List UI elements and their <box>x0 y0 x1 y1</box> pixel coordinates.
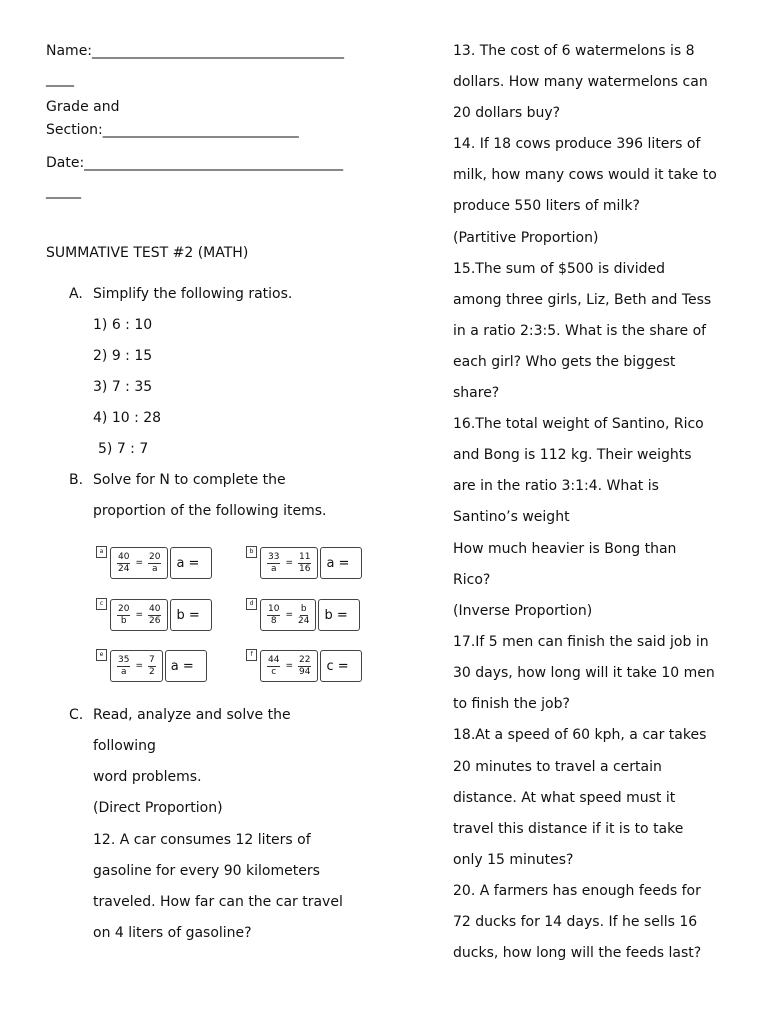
problem-line: Rico? <box>453 572 491 588</box>
page-title: SUMMATIVE TEST #2 (MATH) <box>46 245 249 261</box>
answer-box: a = <box>165 650 207 682</box>
problem-line: each girl? Who gets the biggest <box>453 354 676 370</box>
section-b-heading: Solve for N to complete the <box>93 472 286 488</box>
section-c-line: Read, analyze and solve the <box>93 707 291 723</box>
proportion-box: $\frac{33}{a}$ = $\frac{11}{16}$ <box>260 547 318 579</box>
item-tag: c <box>96 598 107 610</box>
answer-box: a = <box>170 547 212 579</box>
proportion-item <box>246 650 362 682</box>
proportion-item <box>96 650 207 682</box>
problem-line: ducks, how long will the feeds last? <box>453 945 702 961</box>
date-line: Date:_____________________________________ <box>46 155 344 171</box>
problem-line: 16.The total weight of Santino, Rico <box>453 416 704 432</box>
section-c-line: gasoline for every 90 kilometers <box>93 863 320 879</box>
problem-line: milk, how many cows would it take to <box>453 167 717 183</box>
section-c-marker: C. <box>69 707 84 723</box>
problem-line: share? <box>453 385 500 401</box>
problem-line: produce 550 liters of milk? <box>453 198 640 214</box>
problem-line: 20. A farmers has enough feeds for <box>453 883 701 899</box>
problem-line: 17.If 5 men can finish the said job in <box>453 634 709 650</box>
section-b-heading-cont: proportion of the following items. <box>93 503 327 519</box>
answer-box: a = <box>320 547 362 579</box>
problem-line: (Partitive Proportion) <box>453 230 599 246</box>
problem-line: 20 dollars buy? <box>453 105 561 121</box>
proportion-box: $\frac{20}{b}$ = $\frac{40}{26}$ <box>110 599 168 631</box>
proportion-item <box>246 547 362 579</box>
problem-line: Santino’s weight <box>453 509 570 525</box>
problem-line: 18.At a speed of 60 kph, a car takes <box>453 727 707 743</box>
proportion-box: $\frac{40}{24}$ = $\frac{20}{a}$ <box>110 547 168 579</box>
section-c-line: (Direct Proportion) <box>93 800 223 816</box>
section-b-marker: B. <box>69 472 84 488</box>
problem-line: 15.The sum of $500 is divided <box>453 261 666 277</box>
proportion-box: $\frac{35}{a}$ = $\frac{7}{2}$ <box>110 650 163 682</box>
proportion-item <box>246 599 360 631</box>
problem-line: are in the ratio 3:1:4. What is <box>453 478 659 494</box>
proportion-item <box>96 547 212 579</box>
proportion-box: $\frac{10}{8}$ = $\frac{b}{24}$ <box>260 599 316 631</box>
problem-line: 30 days, how long will it take 10 men <box>453 665 715 681</box>
problem-line: distance. At what speed must it <box>453 790 676 806</box>
section-c-line: 12. A car consumes 12 liters of <box>93 832 311 848</box>
answer-box: b = <box>318 599 360 631</box>
name-line-cont: ____ <box>46 71 74 87</box>
problem-line: among three girls, Liz, Beth and Tess <box>453 292 712 308</box>
problem-line: How much heavier is Bong than <box>453 541 677 557</box>
ratio-item: 2) 9 : 15 <box>93 348 153 364</box>
name-line: Name:____________________________________ <box>46 43 345 59</box>
problem-line: 20 minutes to travel a certain <box>453 759 662 775</box>
ratio-item: 3) 7 : 35 <box>93 379 153 395</box>
answer-box: b = <box>170 599 212 631</box>
item-tag: e <box>96 649 107 661</box>
ratio-item: 1) 6 : 10 <box>93 317 153 333</box>
item-tag: d <box>246 598 257 610</box>
grade-label: Grade and <box>46 99 120 115</box>
section-c-line: traveled. How far can the car travel <box>93 894 343 910</box>
problem-line: 13. The cost of 6 watermelons is 8 <box>453 43 695 59</box>
item-tag: a <box>96 546 107 558</box>
proportion-item <box>96 599 212 631</box>
problem-line: dollars. How many watermelons can <box>453 74 708 90</box>
problem-line: only 15 minutes? <box>453 852 574 868</box>
problem-line: in a ratio 2:3:5. What is the share of <box>453 323 707 339</box>
proportion-box: $\frac{44}{c}$ = $\frac{22}{94}$ <box>260 650 318 682</box>
problem-line: to finish the job? <box>453 696 570 712</box>
section-line: Section:____________________________ <box>46 122 299 138</box>
problem-line: and Bong is 112 kg. Their weights <box>453 447 692 463</box>
problem-line: 72 ducks for 14 days. If he sells 16 <box>453 914 698 930</box>
date-line-cont: _____ <box>46 183 81 199</box>
section-c-line: following <box>93 738 156 754</box>
item-tag: b <box>246 546 257 558</box>
section-a-marker: A. <box>69 286 83 302</box>
item-tag: f <box>246 649 257 661</box>
problem-line: 14. If 18 cows produce 396 liters of <box>453 136 701 152</box>
ratio-item: 4) 10 : 28 <box>93 410 162 426</box>
problem-line: travel this distance if it is to take <box>453 821 684 837</box>
section-a-heading: Simplify the following ratios. <box>93 286 293 302</box>
section-c-line: word problems. <box>93 769 202 785</box>
ratio-item: 5) 7 : 7 <box>98 441 149 457</box>
problem-line: (Inverse Proportion) <box>453 603 593 619</box>
section-c-line: on 4 liters of gasoline? <box>93 925 252 941</box>
answer-box: c = <box>320 650 362 682</box>
